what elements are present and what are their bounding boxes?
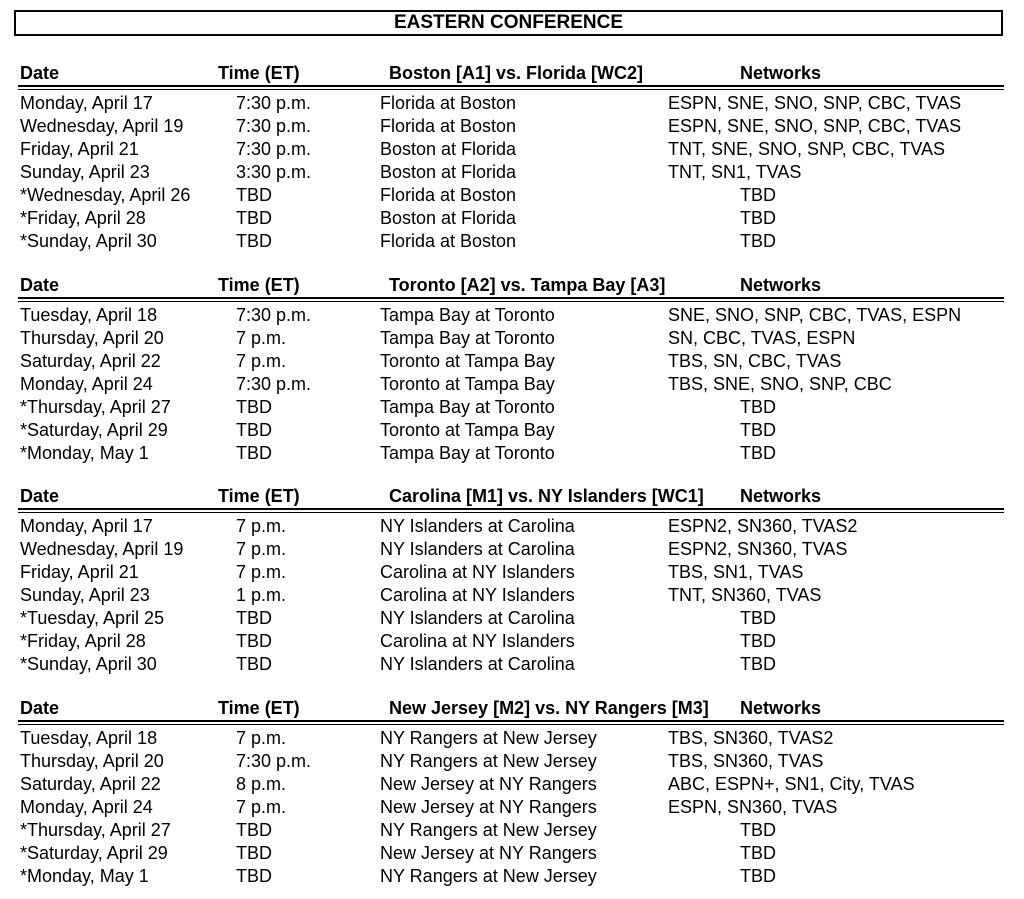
- header-date: Date: [20, 63, 60, 83]
- table-row: [18, 773, 1004, 796]
- schedule-rows: [18, 304, 1004, 465]
- header-matchup: New Jersey [M2] vs. NY Rangers [M3]: [389, 698, 709, 718]
- date-cell: *Saturday, April 29: [20, 843, 168, 863]
- date-cell: Tuesday, April 18: [20, 305, 158, 325]
- time-cell: TBD: [236, 420, 272, 440]
- networks-cell: TBS, SNE, SNO, SNP, CBC: [668, 374, 892, 394]
- header-rule-thin: [18, 89, 1004, 90]
- time-cell: 1 p.m.: [236, 585, 287, 605]
- networks-cell: SN, CBC, TVAS, ESPN: [668, 328, 856, 348]
- game-cell: Florida at Boston: [380, 185, 517, 205]
- game-cell: Tampa Bay at Toronto: [380, 397, 555, 417]
- game-cell: New Jersey at NY Rangers: [380, 797, 597, 817]
- game-cell: NY Islanders at Carolina: [380, 654, 575, 674]
- date-cell: Wednesday, April 19: [20, 116, 184, 136]
- date-cell: *Wednesday, April 26: [20, 185, 191, 205]
- time-cell: TBD: [236, 397, 272, 417]
- time-cell: 7:30 p.m.: [236, 93, 312, 113]
- section-header: [18, 486, 1004, 508]
- time-cell: 8 p.m.: [236, 774, 287, 794]
- date-cell: *Friday, April 28: [20, 631, 146, 651]
- table-row: [18, 304, 1004, 327]
- time-cell: 7 p.m.: [236, 728, 287, 748]
- header-time: Time (ET): [218, 486, 300, 506]
- networks-cell: ABC, ESPN+, SN1, City, TVAS: [668, 774, 915, 794]
- networks-cell: ESPN2, SN360, TVAS: [668, 539, 848, 559]
- series-section-1: [18, 275, 1004, 475]
- section-header: [18, 698, 1004, 720]
- table-row: [18, 442, 1004, 465]
- time-cell: TBD: [236, 208, 272, 228]
- game-cell: Toronto at Tampa Bay: [380, 351, 555, 371]
- game-cell: NY Islanders at Carolina: [380, 608, 575, 628]
- networks-cell: TBS, SN360, TVAS2: [668, 728, 834, 748]
- time-cell: TBD: [236, 843, 272, 863]
- game-cell: NY Islanders at Carolina: [380, 539, 575, 559]
- header-date: Date: [20, 275, 60, 295]
- header-date: Date: [20, 486, 60, 506]
- table-row: [18, 327, 1004, 350]
- table-row: [18, 750, 1004, 773]
- table-row: [18, 207, 1004, 230]
- schedule-rows: [18, 515, 1004, 676]
- networks-cell: ESPN2, SN360, TVAS2: [668, 516, 858, 536]
- section-header: [18, 275, 1004, 297]
- table-row: [18, 653, 1004, 676]
- game-cell: NY Rangers at New Jersey: [380, 820, 597, 840]
- networks-cell: TBS, SN360, TVAS: [668, 751, 824, 771]
- date-cell: *Saturday, April 29: [20, 420, 168, 440]
- date-cell: *Tuesday, April 25: [20, 608, 165, 628]
- table-row: [18, 584, 1004, 607]
- time-cell: 7 p.m.: [236, 797, 287, 817]
- header-matchup: Carolina [M1] vs. NY Islanders [WC1]: [389, 486, 704, 506]
- header-rule: [18, 297, 1004, 299]
- date-cell: Monday, April 24: [20, 797, 153, 817]
- networks-cell: TNT, SN360, TVAS: [668, 585, 822, 605]
- date-cell: *Monday, May 1: [20, 866, 149, 886]
- date-cell: *Monday, May 1: [20, 443, 149, 463]
- page-title: EASTERN CONFERENCE: [14, 10, 1003, 36]
- table-row: [18, 396, 1004, 419]
- table-row: [18, 796, 1004, 819]
- networks-cell: TNT, SNE, SNO, SNP, CBC, TVAS: [668, 139, 946, 159]
- header-rule-thin: [18, 301, 1004, 302]
- table-row: [18, 515, 1004, 538]
- time-cell: TBD: [236, 185, 272, 205]
- table-row: [18, 161, 1004, 184]
- table-row: [18, 630, 1004, 653]
- time-cell: TBD: [236, 608, 272, 628]
- game-cell: Florida at Boston: [380, 231, 517, 251]
- networks-cell: TBD: [740, 820, 776, 840]
- time-cell: 7:30 p.m.: [236, 305, 312, 325]
- date-cell: Monday, April 17: [20, 516, 153, 536]
- header-rule: [18, 720, 1004, 722]
- date-cell: Tuesday, April 18: [20, 728, 158, 748]
- table-row: [18, 115, 1004, 138]
- game-cell: NY Rangers at New Jersey: [380, 751, 597, 771]
- networks-cell: TBD: [740, 443, 776, 463]
- date-cell: *Sunday, April 30: [20, 231, 157, 251]
- game-cell: NY Rangers at New Jersey: [380, 866, 597, 886]
- date-cell: Wednesday, April 19: [20, 539, 184, 559]
- time-cell: 7:30 p.m.: [236, 139, 312, 159]
- time-cell: 7 p.m.: [236, 351, 287, 371]
- date-cell: Saturday, April 22: [20, 774, 161, 794]
- header-networks: Networks: [740, 63, 822, 83]
- time-cell: TBD: [236, 631, 272, 651]
- game-cell: NY Rangers at New Jersey: [380, 728, 597, 748]
- date-cell: Sunday, April 23: [20, 162, 150, 182]
- networks-cell: TBD: [740, 608, 776, 628]
- networks-cell: TBD: [740, 866, 776, 886]
- time-cell: TBD: [236, 654, 272, 674]
- time-cell: 3:30 p.m.: [236, 162, 312, 182]
- header-rule: [18, 508, 1004, 510]
- date-cell: Friday, April 21: [20, 139, 139, 159]
- networks-cell: ESPN, SNE, SNO, SNP, CBC, TVAS: [668, 116, 962, 136]
- header-time: Time (ET): [218, 63, 300, 83]
- time-cell: TBD: [236, 820, 272, 840]
- header-rule-thin: [18, 512, 1004, 513]
- game-cell: Tampa Bay at Toronto: [380, 328, 555, 348]
- game-cell: Tampa Bay at Toronto: [380, 443, 555, 463]
- header-matchup: Toronto [A2] vs. Tampa Bay [A3]: [389, 275, 666, 295]
- header-rule-thin: [18, 724, 1004, 725]
- game-cell: Carolina at NY Islanders: [380, 585, 575, 605]
- game-cell: Boston at Florida: [380, 139, 517, 159]
- networks-cell: SNE, SNO, SNP, CBC, TVAS, ESPN: [668, 305, 962, 325]
- time-cell: TBD: [236, 231, 272, 251]
- header-time: Time (ET): [218, 275, 300, 295]
- header-date: Date: [20, 698, 60, 718]
- date-cell: Sunday, April 23: [20, 585, 150, 605]
- game-cell: Carolina at NY Islanders: [380, 631, 575, 651]
- time-cell: TBD: [236, 866, 272, 886]
- game-cell: Florida at Boston: [380, 116, 517, 136]
- table-row: [18, 373, 1004, 396]
- networks-cell: ESPN, SNE, SNO, SNP, CBC, TVAS: [668, 93, 962, 113]
- header-matchup: Boston [A1] vs. Florida [WC2]: [389, 63, 644, 83]
- series-section-0: [18, 63, 1004, 263]
- table-row: [18, 138, 1004, 161]
- table-row: [18, 184, 1004, 207]
- game-cell: Boston at Florida: [380, 208, 517, 228]
- game-cell: Florida at Boston: [380, 93, 517, 113]
- table-row: [18, 92, 1004, 115]
- networks-cell: TBD: [740, 231, 776, 251]
- time-cell: 7:30 p.m.: [236, 116, 312, 136]
- date-cell: *Thursday, April 27: [20, 397, 171, 417]
- networks-cell: ESPN, SN360, TVAS: [668, 797, 838, 817]
- game-cell: New Jersey at NY Rangers: [380, 774, 597, 794]
- game-cell: NY Islanders at Carolina: [380, 516, 575, 536]
- header-networks: Networks: [740, 486, 822, 506]
- game-cell: New Jersey at NY Rangers: [380, 843, 597, 863]
- date-cell: Thursday, April 20: [20, 328, 164, 348]
- table-row: [18, 727, 1004, 750]
- table-row: [18, 607, 1004, 630]
- networks-cell: TBD: [740, 843, 776, 863]
- date-cell: *Friday, April 28: [20, 208, 146, 228]
- table-row: [18, 819, 1004, 842]
- series-section-3: [18, 698, 1004, 898]
- networks-cell: TBD: [740, 397, 776, 417]
- table-row: [18, 865, 1004, 888]
- series-section-2: [18, 486, 1004, 686]
- time-cell: 7:30 p.m.: [236, 374, 312, 394]
- header-networks: Networks: [740, 698, 822, 718]
- date-cell: Saturday, April 22: [20, 351, 161, 371]
- networks-cell: TBD: [740, 208, 776, 228]
- time-cell: TBD: [236, 443, 272, 463]
- networks-cell: TBD: [740, 654, 776, 674]
- time-cell: 7 p.m.: [236, 562, 287, 582]
- table-row: [18, 419, 1004, 442]
- table-row: [18, 561, 1004, 584]
- networks-cell: TNT, SN1, TVAS: [668, 162, 802, 182]
- date-cell: Monday, April 24: [20, 374, 153, 394]
- networks-cell: TBD: [740, 631, 776, 651]
- table-row: [18, 230, 1004, 253]
- time-cell: 7 p.m.: [236, 539, 287, 559]
- section-header: [18, 63, 1004, 85]
- game-cell: Toronto at Tampa Bay: [380, 374, 555, 394]
- table-row: [18, 842, 1004, 865]
- game-cell: Boston at Florida: [380, 162, 517, 182]
- time-cell: 7:30 p.m.: [236, 751, 312, 771]
- schedule-rows: [18, 727, 1004, 888]
- date-cell: Monday, April 17: [20, 93, 153, 113]
- header-networks: Networks: [740, 275, 822, 295]
- networks-cell: TBS, SN, CBC, TVAS: [668, 351, 842, 371]
- header-rule: [18, 85, 1004, 87]
- time-cell: 7 p.m.: [236, 516, 287, 536]
- date-cell: *Thursday, April 27: [20, 820, 171, 840]
- networks-cell: TBD: [740, 185, 776, 205]
- game-cell: Carolina at NY Islanders: [380, 562, 575, 582]
- schedule-rows: [18, 92, 1004, 253]
- game-cell: Toronto at Tampa Bay: [380, 420, 555, 440]
- date-cell: *Sunday, April 30: [20, 654, 157, 674]
- networks-cell: TBD: [740, 420, 776, 440]
- networks-cell: TBS, SN1, TVAS: [668, 562, 804, 582]
- table-row: [18, 350, 1004, 373]
- date-cell: Thursday, April 20: [20, 751, 164, 771]
- time-cell: 7 p.m.: [236, 328, 287, 348]
- header-time: Time (ET): [218, 698, 300, 718]
- date-cell: Friday, April 21: [20, 562, 139, 582]
- table-row: [18, 538, 1004, 561]
- game-cell: Tampa Bay at Toronto: [380, 305, 555, 325]
